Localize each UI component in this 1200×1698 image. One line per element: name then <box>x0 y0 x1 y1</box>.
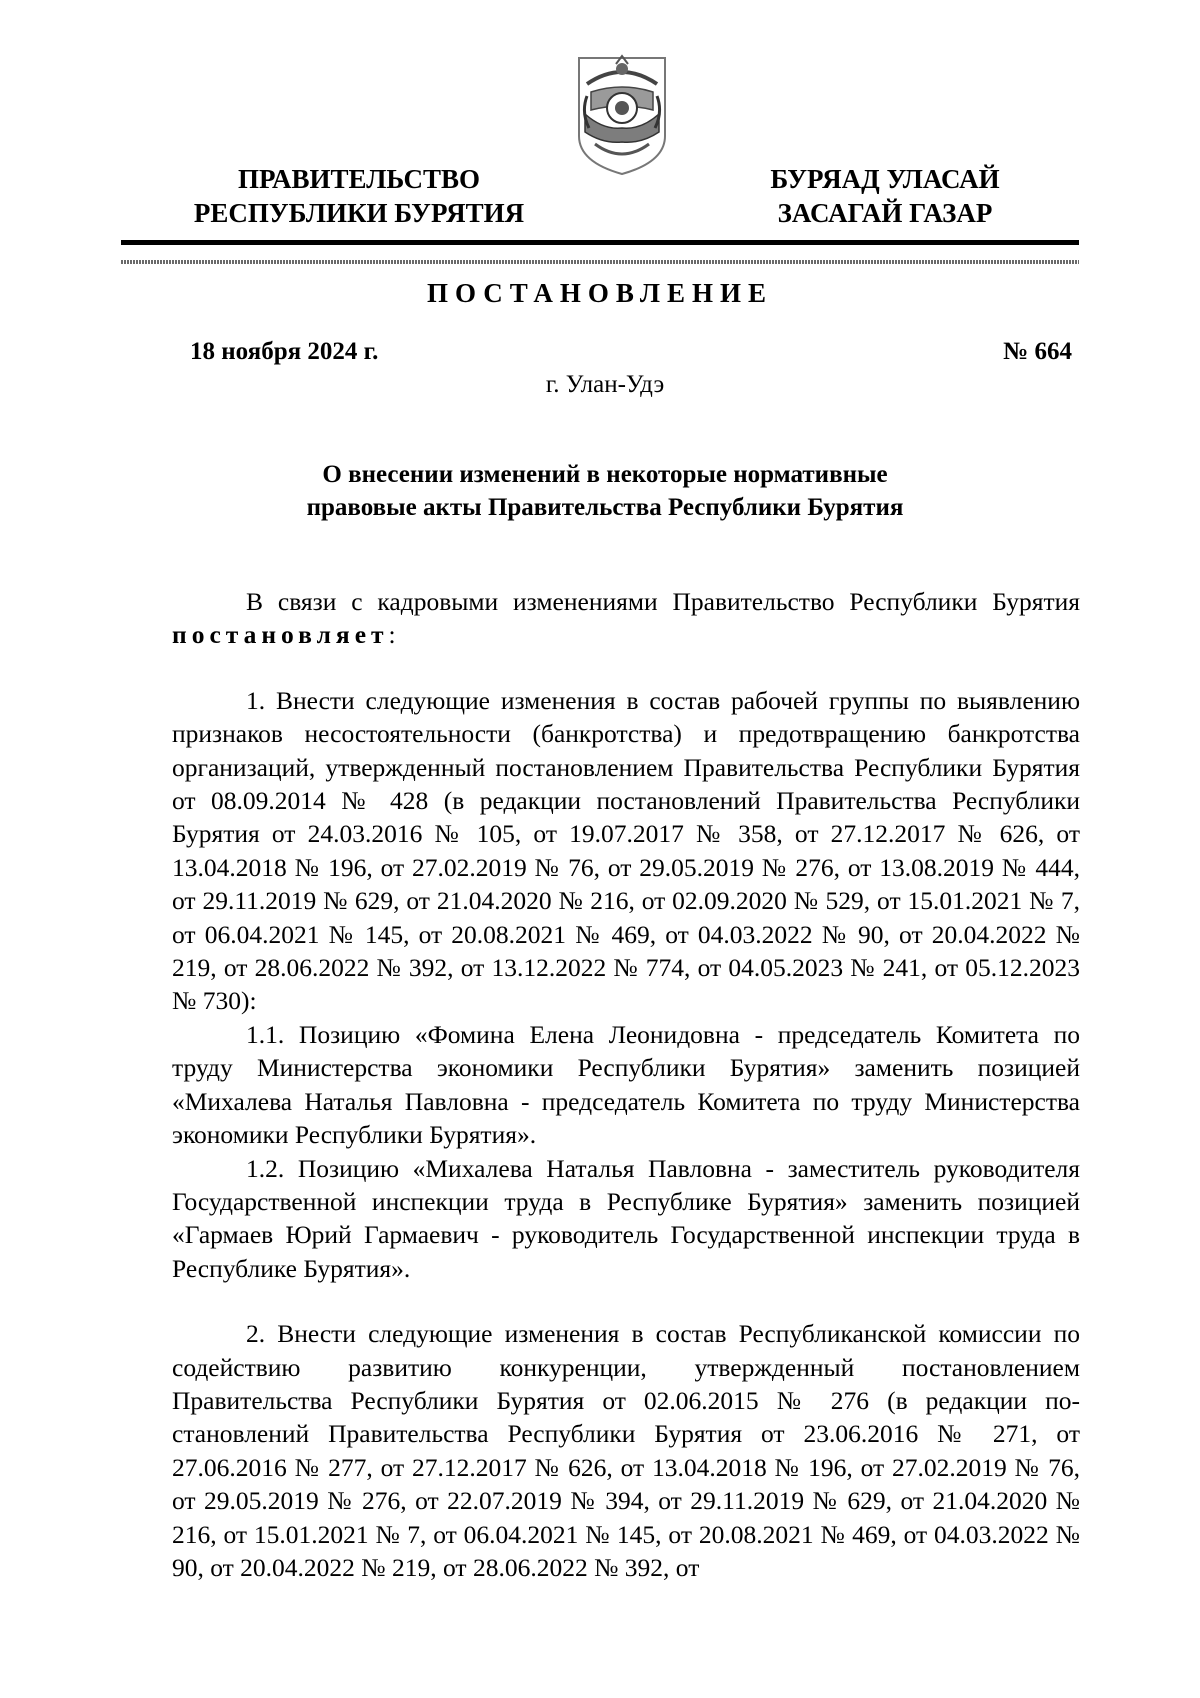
org-name-russian <box>175 162 543 230</box>
preamble-paragraph <box>172 585 1080 652</box>
document-title <box>121 458 1079 524</box>
paragraph-2: 2. Внести следующие изменения в состав Республиканской комиссии по содействию развитию конкуренции, утвержденный постановлением Правительства Республики Бурятия от 02.06.2015 № 276 (в редакции постановлений Правительства Республики Бурятия от 23.06.2016 № 271, от 27.06.2016 № 277, от 27.12.2017 № 626, от 13.04.2018 № 196, от 27.02.2019 № 76, от 29.05.2019 № 276, от 22.07.2019 № 394, от 29.11.2019 № 629, от 21.04.2020 № 216, от 15.01.2021 № 7, от 06.04.2021 № 145, от 20.08.2021 № 469, от 04.03.2022 № 90, от 20.04.2022 № 219, от 28.06.2022 № 392, от <box>172 1319 1080 1582</box>
preamble-end: : <box>388 620 396 650</box>
org-name-line: РЕСПУБЛИКИ БУРЯТИЯ <box>193 198 525 228</box>
title-line: О внесении изменений в некоторые нормативные <box>322 461 888 488</box>
document-number: № 664 <box>1003 338 1072 365</box>
org-name-line: ЗАСАГАЙ ГАЗАР <box>777 198 993 228</box>
header-divider-thin <box>121 260 1079 264</box>
org-name-line: ПРАВИТЕЛЬСТВО <box>237 164 481 194</box>
document-city: г. Улан-Удэ <box>545 371 665 398</box>
title-line: правовые акты Правительства Республики Бурятия <box>306 494 904 521</box>
decree-word: постановляет <box>172 620 389 650</box>
paragraph-1: 1. Внести следующие изменения в состав рабочей группы по выявлению признаков несостоятельности (банкротства) и предотвращению банкротства организаций, утвержденный постановлением Правительства Республики Бурятия от 08.09.2014 № 428 (в редакции постановлений Правительства Республики Бурятия от 24.03.2016 № 105, от 19.07.2017 № 358, от 27.12.2017 № 626, от 13.04.2018 № 196, от 27.02.2019 № 76, от 29.05.2019 № 276, от 13.08.2019 № 444, от 29.11.2019 № 629, от 21.04.2020 № 216, от 02.09.2020 № 529, от 15.01.2021 № 7, от 06.04.2021 № 145, от 20.08.2021 № 469, от 04.03.2022 № 90, от 20.04.2022 № 219, от 28.06.2022 № 392, от 13.12.2022 № 774, от 04.05.2023 № 241, от 05.12.2023 № 730): <box>172 685 1080 1016</box>
org-name-buryat <box>740 162 1030 230</box>
preamble-text: В связи с кадровыми изменениями Правительство Республики Бурятия <box>246 587 1080 616</box>
org-name-line: БУРЯАД УЛАСАЙ <box>770 164 1000 194</box>
paragraph-1-1: 1.1. Позицию «Фомина Елена Леонидовна - председатель Комитета по труду Министерства экономики Республики Бурятия» заменить позицией «Михалева Наталья Павловна - председатель Комитета по труду Министерства экономики Республики Бурятия». <box>172 1019 1080 1150</box>
document-type: ПОСТАНОВЛЕНИЕ <box>426 278 774 308</box>
paragraph-1-2: 1.2. Позицию «Михалева Наталья Павловна - заместитель руководителя Государственной инспекции труда в Республике Бурятия» заменить позицией «Гармаев Юрий Гармаевич - руководитель Государственной инспекции труда в Республике Бурятия». <box>172 1153 1080 1283</box>
coat-of-arms-icon <box>573 52 671 178</box>
document-body <box>172 585 1080 1584</box>
header-divider-thick <box>121 240 1079 245</box>
document-date: 18 ноября 2024 г. <box>190 338 379 365</box>
